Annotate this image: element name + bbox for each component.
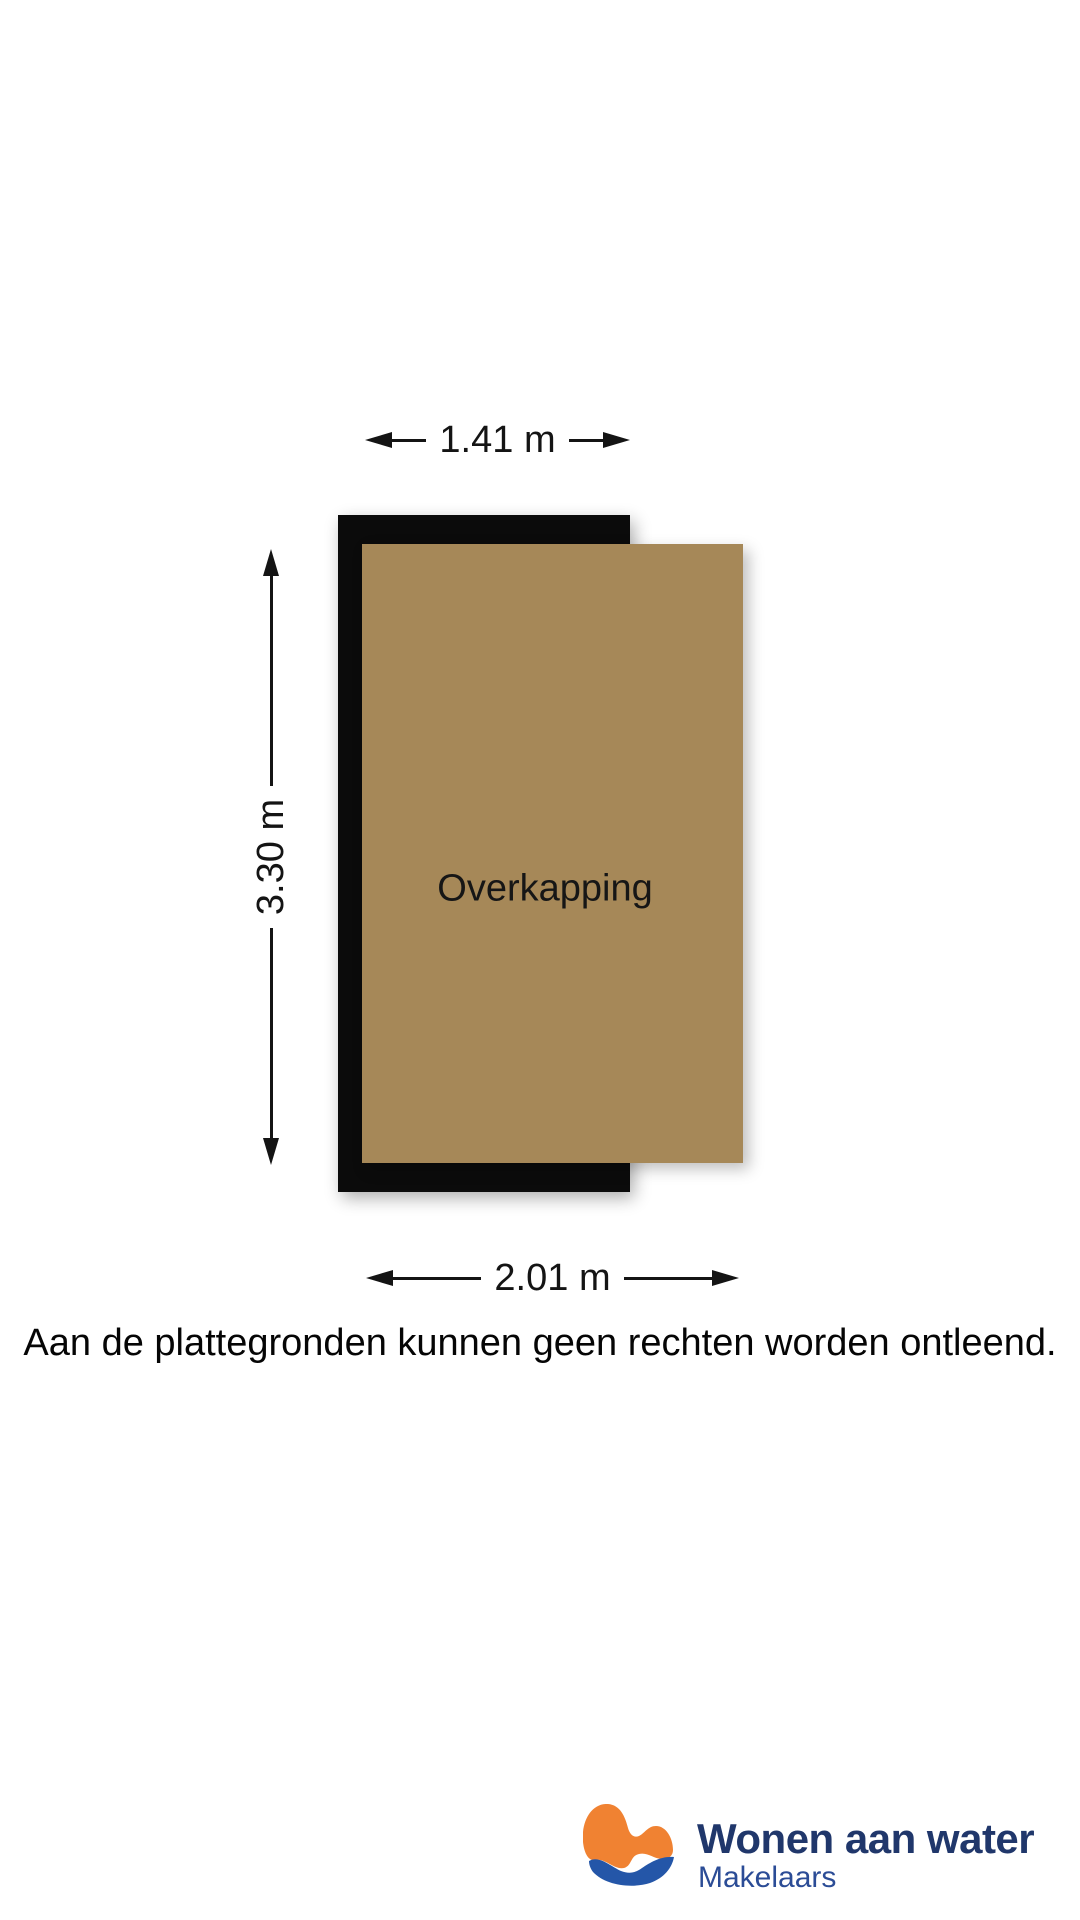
logo-blue-wave-icon [589,1857,674,1886]
arrowhead-down-icon [263,1138,279,1165]
arrowhead-left-icon [366,1270,393,1286]
dimension-left [249,549,293,1165]
dimension-line [392,439,426,442]
dimension-line [624,1277,712,1280]
wonen-aan-water-logo-icon [583,1804,675,1888]
logo-name: Wonen aan water [697,1815,1035,1862]
arrowhead-right-icon [603,432,630,448]
room-label: Overkapping [437,867,653,910]
arrowhead-right-icon [712,1270,739,1286]
dimension-line [569,439,603,442]
room-overkapping [362,544,743,1163]
dimension-bottom-label: 2.01 m [494,1257,611,1299]
dimension-bottom [366,1256,739,1300]
arrowhead-up-icon [263,549,279,576]
dimension-line [270,576,273,786]
dimension-line [393,1277,481,1280]
logo-orange-wave-icon [583,1804,673,1868]
dimension-top [365,418,630,462]
dimension-line [270,928,273,1138]
arrowhead-left-icon [365,432,392,448]
disclaimer-text: Aan de plattegronden kunnen geen rechten worden ontleend. [23,1322,1057,1364]
dimension-left-label: 3.30 m [250,798,292,916]
dimension-top-label: 1.41 m [439,419,556,461]
logo-subtitle: Makelaars [698,1861,837,1894]
